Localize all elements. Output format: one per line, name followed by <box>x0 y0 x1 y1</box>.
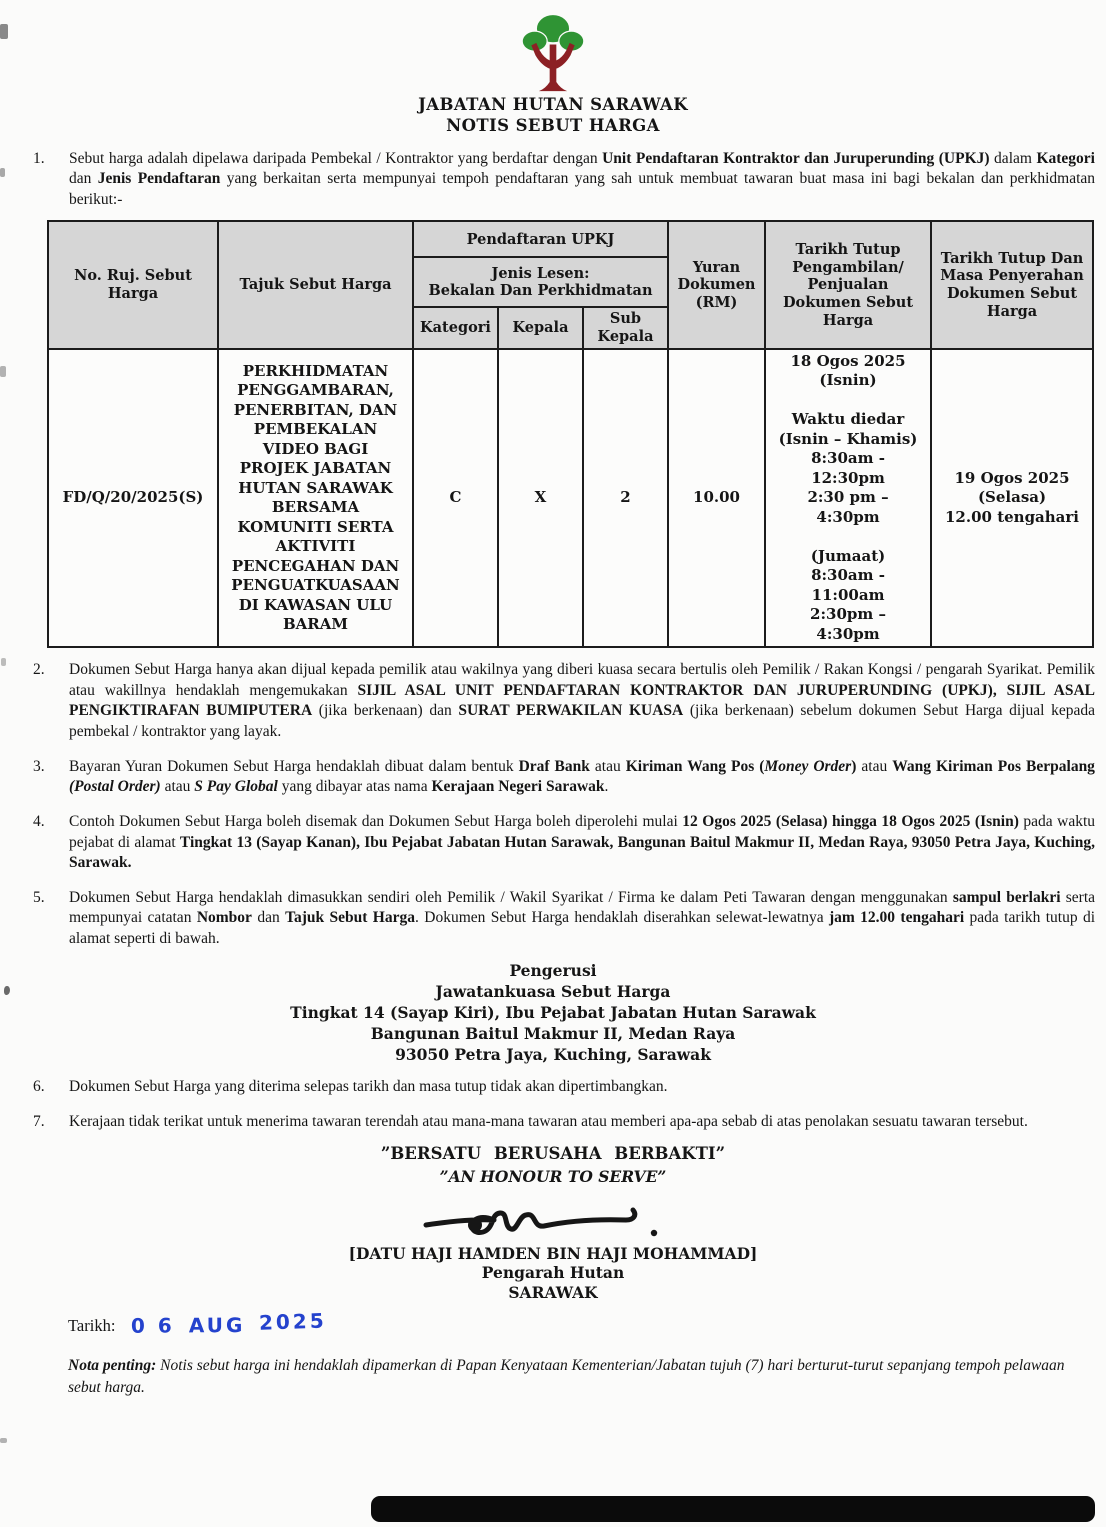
signatory-title: Pengarah Hutan <box>481 1263 625 1283</box>
submission-address-block: Pengerusi Jawatankuasa Sebut Harga Tingkat 14 (Sayap Kiri), Ibu Pejabat Jabatan Hutan Sarawak Bangunan Baitul Makmur II, Medan Raya 93050 Petra Jaya, Kuching, Sarawak <box>290 960 816 1064</box>
text-run: Dokumen Sebut Harga hendaklah dimasukkan sendiri oleh Pemilik / Wakil Syarikat / Firma ke dalam Peti Tawaran dengan menggunakan <box>69 888 953 906</box>
text-run: Draf Bank <box>518 757 590 775</box>
date-stamp-month: AUG <box>189 1313 246 1338</box>
paragraph-text <box>69 660 1097 742</box>
text-run: Unit Pendaftaran Kontraktor dan Juruperunding (UPKJ) <box>602 149 990 167</box>
text-run: Wang Kiriman Pos Berpalang <box>892 757 1095 775</box>
paragraph-text <box>69 1112 1097 1133</box>
paragraph-number: 6. <box>33 1077 45 1095</box>
text-run: atau <box>589 757 626 775</box>
organization-title: JABATAN HUTAN SARAWAK <box>418 95 688 114</box>
text-run: sampul berlakri <box>952 888 1061 906</box>
text-run: yang dibayar atas nama <box>277 778 432 796</box>
text-run: (jika berkenaan) sebelum dokumen Sebut Harga dijual kepada pembekal / kontraktor yang layak. <box>69 702 1095 741</box>
text-run: Nombor <box>196 909 252 927</box>
text-run: (jika berkenaan) dan <box>312 702 459 720</box>
text-run: Notis sebut harga ini hendaklah dipamerkan di Papan Kenyataan Kementerian/Jabatan tujuh (7) hari berturut-turut sepanjang tempoh pelawaan sebut harga. <box>68 1357 1065 1396</box>
text-run: ) <box>851 757 857 775</box>
col-kepala-header: Kepala <box>498 307 583 348</box>
signatory-region: SARAWAK <box>508 1283 598 1303</box>
notice-paragraph <box>33 149 1097 211</box>
scan-artifact-mark <box>0 366 6 377</box>
cell-sub-kepala: 2 <box>583 349 668 648</box>
document-title: NOTIS SEBUT HARGA <box>446 115 660 135</box>
text-run: Contoh Dokumen Sebut Harga boleh disemak dan Dokumen Sebut Harga boleh diperolehi mulai <box>69 812 683 830</box>
notice-paragraphs-middle <box>0 660 1106 949</box>
paragraph-number: 4. <box>33 812 45 830</box>
text-run: serta mempunyai catatan <box>69 888 1096 927</box>
text-run: Dokumen Sebut Harga hanya akan dijual kepada pemilik atau wakilnya yang diberi kuasa secara bertulis oleh Pemilik / Rakan Kongsi / pengarah Syarikat. Pemilik atau wakillnya hendaklah mengemukakan <box>69 661 1095 699</box>
cell-tarikh-penyerahan: 19 Ogos 2025 (Selasa) 12.00 tengahari <box>931 349 1093 648</box>
text-run: Nota penting: <box>68 1357 157 1375</box>
forest-department-tree-logo <box>511 12 595 92</box>
text-run: jam 12.00 tengahari <box>828 909 965 927</box>
date-stamp-year: 2025 <box>259 1308 328 1336</box>
text-run: SIJIL ASAL UNIT PENDAFTARAN KONTRAKTOR DAN JURUPERUNDING (UPKJ), SIJIL ASAL PENGIKTIRAFAN BUMIPUTERA <box>69 681 1095 720</box>
text-run: Tingkat 13 (Sayap Kanan), Ibu Pejabat Jabatan Hutan Sarawak, Bangunan Baitul Makmur II, Medan Raya, 93050 Petra Jaya, Kuching, Sarawak. <box>69 833 1095 872</box>
text-run: Jenis Pendaftaran <box>97 170 221 188</box>
paragraph-text <box>69 757 1097 798</box>
paragraph-number: 3. <box>33 757 45 775</box>
col-tarikh-pengambilan-header: Tarikh Tutup Pengambilan/ Penjualan Dokumen Sebut Harga <box>765 221 931 348</box>
scan-artifact-mark <box>0 168 5 177</box>
notice-paragraph <box>33 888 1097 950</box>
tree-logo-icon <box>511 12 595 92</box>
text-run: atau <box>160 778 195 796</box>
text-run: Sebut harga adalah dipelawa daripada Pembekal / Kontraktor yang berdaftar dengan <box>69 149 603 167</box>
col-no-ruj-header: No. Ruj. Sebut Harga <box>48 221 218 348</box>
col-group-pendaftaran-upkj: Pendaftaran UPKJ <box>413 221 668 257</box>
notice-paragraph <box>33 660 1097 742</box>
text-run: 12 Ogos 2025 (Selasa) hingga 18 Ogos 2025 (Isnin) <box>682 812 1019 830</box>
notice-paragraph <box>33 1077 1097 1098</box>
text-run: Kategori <box>1036 149 1095 167</box>
scan-artifact-mark <box>1 658 6 666</box>
col-group-jenis-lesen: Jenis Lesen: Bekalan Dan Perkhidmatan <box>413 257 668 307</box>
paragraph-text <box>69 812 1097 874</box>
col-tajuk-header: Tajuk Sebut Harga <box>218 221 413 348</box>
paragraph-number: 7. <box>33 1112 45 1130</box>
paragraph-number: 2. <box>33 661 45 679</box>
notice-paragraph <box>33 757 1097 798</box>
cell-kategori: C <box>413 349 498 648</box>
nota-penting <box>68 1355 1066 1398</box>
paragraph-number: 1. <box>33 149 45 167</box>
col-sub-kepala-header: Sub Kepala <box>583 307 668 348</box>
date-stamp <box>131 1308 341 1339</box>
scan-artifact-mark <box>0 1438 7 1443</box>
paragraph-text <box>69 149 1097 211</box>
date-stamp-day: 0 6 <box>131 1313 176 1339</box>
scan-artifact-bar <box>371 1496 1095 1522</box>
text-run: dan <box>251 909 286 927</box>
scan-artifact-mark <box>0 24 8 39</box>
text-run: Kiriman Wang Pos ( <box>625 757 765 775</box>
text-run: . Dokumen Sebut Harga hendaklah diserahkan selewat-lewatnya <box>415 909 829 927</box>
text-run: pada waktu pejabat di alamat <box>69 812 1096 851</box>
text-run: pada tarikh tutup di alamat seperti di bawah. <box>69 909 1096 947</box>
text-run: Tajuk Sebut Harga <box>285 909 415 927</box>
cell-kepala: X <box>498 349 583 648</box>
paragraph-text <box>69 888 1097 950</box>
signatory-name: [DATU HAJI HAMDEN BIN HAJI MOHAMMAD] <box>348 1244 758 1264</box>
notice-paragraph <box>33 812 1097 874</box>
text-run: atau <box>856 757 893 775</box>
date-line <box>68 1308 1106 1339</box>
tender-table-row <box>48 349 1093 648</box>
text-run: Kerajaan Negeri Sarawak <box>431 778 605 796</box>
col-yuran-header: Yuran Dokumen (RM) <box>668 221 765 348</box>
cell-tarikh-pengambilan: 18 Ogos 2025 (Isnin) Waktu diedar (Isnin – Khamis) 8:30am - 12:30pm 2:30 pm – 4:30pm (Jumaat) 8:30am - 11:00am 2:30pm – 4:30pm <box>765 349 931 648</box>
tender-table <box>47 220 1094 648</box>
text-run: Bayaran Yuran Dokumen Sebut Harga hendaklah dibuat dalam bentuk <box>69 757 519 775</box>
text-run: . <box>604 778 609 796</box>
text-run: yang berkaitan serta mempunyai tempoh pendaftaran yang sah untuk membuat tawaran buat masa ini bagi bekalan dan perkhidmatan berikut:- <box>69 170 1096 208</box>
text-run: SURAT PERWAKILAN KUASA <box>458 702 684 720</box>
text-run: (Postal Order) <box>69 778 161 796</box>
paragraph-number: 5. <box>33 888 45 906</box>
paragraph-text <box>69 1077 1097 1098</box>
signature-scribble <box>418 1192 688 1244</box>
motto-line-1: ”BERSATU BERUSAHA BERBAKTI” <box>380 1144 726 1164</box>
text-run: Dokumen Sebut Harga yang diterima selepas tarikh dan masa tutup tidak akan dipertimbangkan. <box>69 1077 668 1095</box>
text-run: dalam <box>989 149 1037 167</box>
text-run: Kerajaan tidak terikat untuk menerima tawaran terendah atau mana-mana tawaran atau memberi apa-apa sebab di atas penolakan sesuatu tawaran tersebut. <box>69 1112 1028 1130</box>
notice-paragraphs-bottom <box>0 1077 1106 1132</box>
cell-yuran: 10.00 <box>668 349 765 648</box>
text-run: S Pay Global <box>194 778 278 796</box>
date-label: Tarikh: <box>68 1316 116 1336</box>
notice-paragraph <box>33 1112 1097 1133</box>
cell-no-ruj: FD/Q/20/2025(S) <box>48 349 218 648</box>
cell-tajuk: PERKHIDMATAN PENGGAMBARAN, PENERBITAN, DAN PEMBEKALAN VIDEO BAGI PROJEK JABATAN HUTAN SARAWAK BERSAMA KOMUNITI SERTA AKTIVITI PENCEGAHAN DAN PENGUATKUASAAN DI KAWASAN ULU BARAM <box>218 349 413 648</box>
text-run: dan <box>69 170 98 188</box>
col-tarikh-penyerahan-header: Tarikh Tutup Dan Masa Penyerahan Dokumen Sebut Harga <box>931 221 1093 348</box>
notice-paragraphs-top <box>0 149 1106 211</box>
text-run: Money Order <box>764 757 852 775</box>
col-kategori-header: Kategori <box>413 307 498 348</box>
motto-line-2: ”AN HONOUR TO SERVE” <box>439 1167 667 1187</box>
